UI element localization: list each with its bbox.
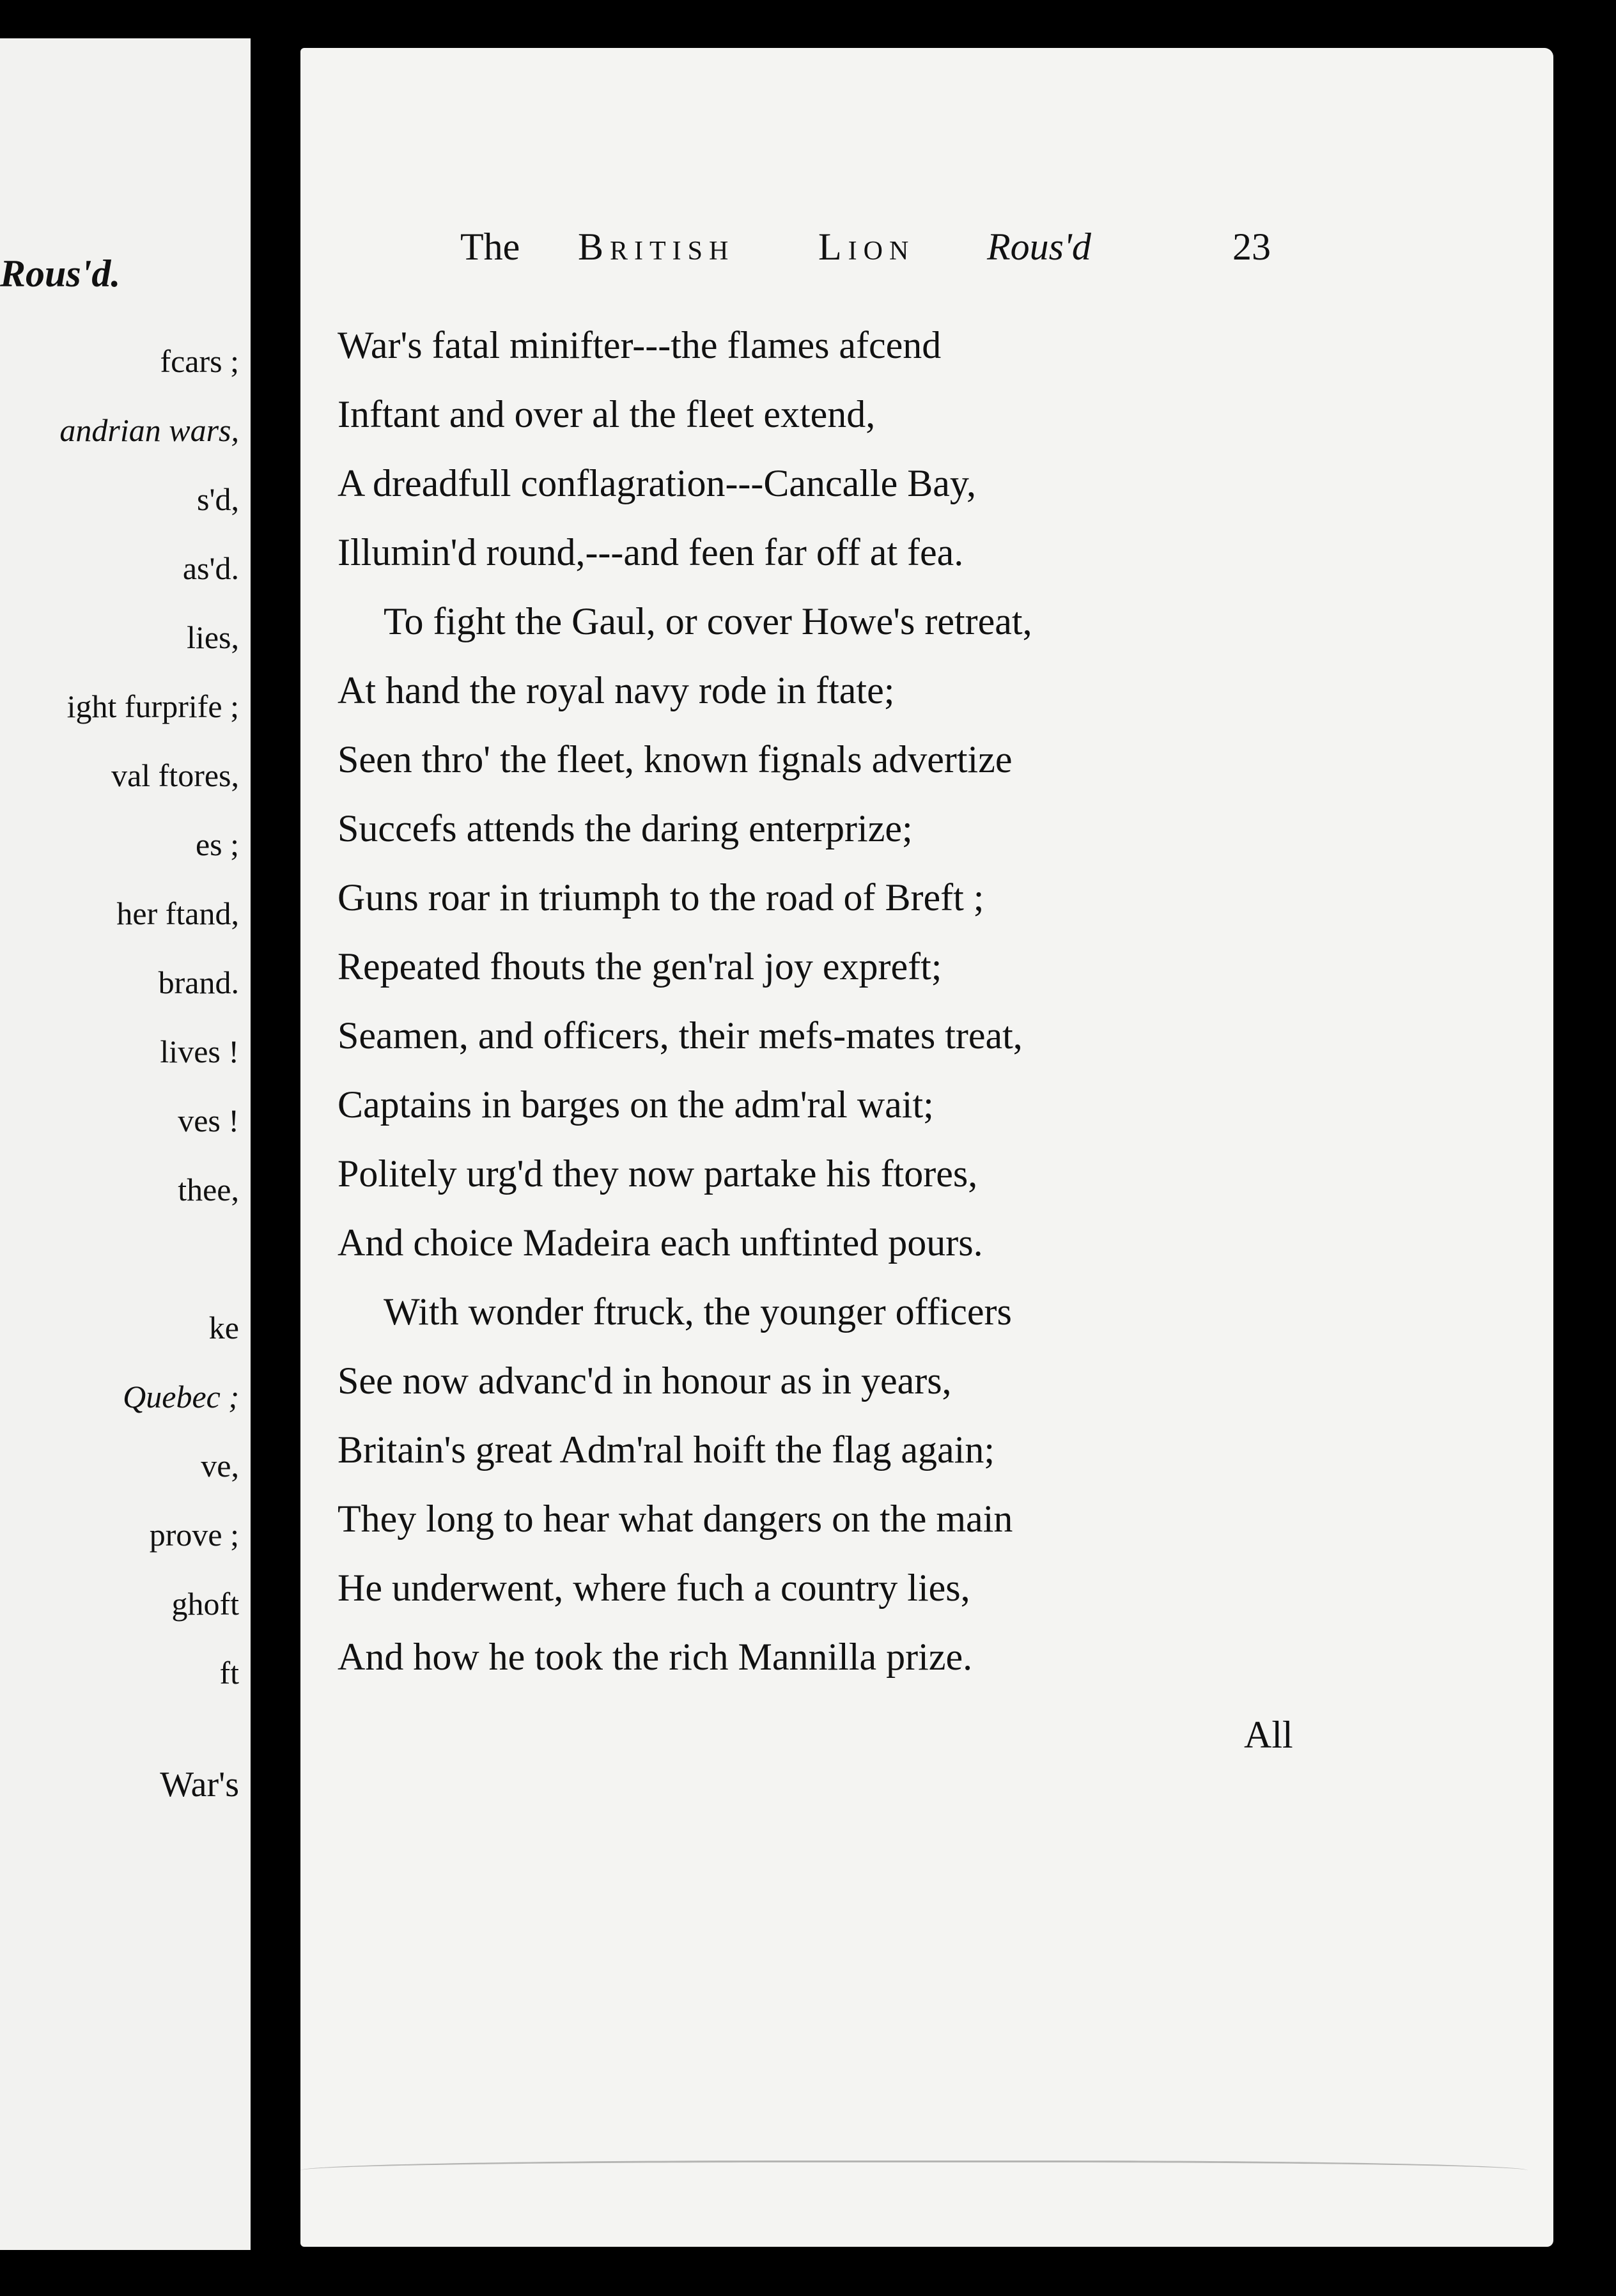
- left-page-line: prove ;: [149, 1517, 239, 1553]
- left-page-line: lives !: [160, 1034, 239, 1069]
- verse-line: They long to hear what dangers on the main: [338, 1498, 1013, 1540]
- verse-line: See now advanc'd in honour as in years,: [338, 1360, 952, 1402]
- left-page-line: ghoft: [171, 1586, 239, 1622]
- page-number: 23: [1232, 226, 1271, 268]
- left-page-line: ve,: [201, 1448, 239, 1484]
- verse-line: Guns roar in triumph to the road of Breft ;: [338, 876, 984, 919]
- right-page: [300, 48, 1553, 2247]
- verse-line: And how he took the rich Mannilla prize.: [338, 1636, 973, 1678]
- running-title-rousd: Rous'd: [987, 226, 1091, 268]
- verse-line: Seen thro' the fleet, known fignals advertize: [338, 738, 1013, 780]
- verse-line: A dreadfull conflagration---Cancalle Bay,: [338, 462, 977, 504]
- left-page-line: ke: [208, 1310, 239, 1346]
- verse-line: Illumin'd round,---and feen far off at fea.: [338, 531, 964, 573]
- running-title-the: The: [460, 226, 520, 268]
- left-page-header: Rous'd.: [0, 252, 121, 295]
- verse-line: And choice Madeira each unftinted pours.: [338, 1222, 983, 1264]
- verse-line: Britain's great Adm'ral hoift the flag again;: [338, 1429, 995, 1471]
- page-fold-line: [300, 2160, 1528, 2185]
- left-page-line: ft: [219, 1655, 239, 1691]
- catchword: All: [1244, 1714, 1293, 1756]
- verse-line: With wonder ftruck, the younger officers: [384, 1291, 1012, 1333]
- verse-line: Seamen, and officers, their mefs-mates treat,: [338, 1014, 1023, 1057]
- left-page-line: es ;: [195, 826, 239, 862]
- running-title-british: British: [578, 226, 735, 268]
- verse-line: He underwent, where fuch a country lies,: [338, 1567, 970, 1609]
- verse-line: To fight the Gaul, or cover Howe's retreat,: [384, 600, 1032, 642]
- verse-line: Succefs attends the daring enterprize;: [338, 807, 913, 849]
- verse-line: At hand the royal navy rode in ftate;: [338, 669, 895, 711]
- left-page-line: her ftand,: [116, 896, 239, 931]
- verse-line: Politely urg'd they now partake his ftores,: [338, 1152, 978, 1195]
- left-page-line: thee,: [178, 1172, 239, 1207]
- left-page-line: ves !: [178, 1103, 239, 1138]
- left-page-line: val ftores,: [111, 757, 239, 793]
- left-page-line: Quebec ;: [123, 1379, 239, 1415]
- left-page: [0, 38, 251, 2250]
- left-page-line: fcars ;: [160, 343, 239, 379]
- left-page-line: s'd,: [197, 481, 239, 517]
- left-page-line: ight furprife ;: [66, 688, 239, 724]
- left-page-line: brand.: [158, 965, 239, 1000]
- left-page-catchword: War's: [160, 1765, 239, 1804]
- left-page-line: andrian wars,: [59, 412, 239, 448]
- verse-line: Inftant and over al the fleet extend,: [338, 393, 876, 435]
- verse-line: Repeated fhouts the gen'ral joy expreft;: [338, 945, 942, 988]
- verse-line: Captains in barges on the adm'ral wait;: [338, 1083, 934, 1126]
- running-title-lion: Lion: [818, 226, 915, 268]
- verse-line: War's fatal minifter---the flames afcend: [338, 324, 942, 366]
- left-page-line: as'd.: [182, 550, 239, 586]
- left-page-line: lies,: [187, 619, 239, 655]
